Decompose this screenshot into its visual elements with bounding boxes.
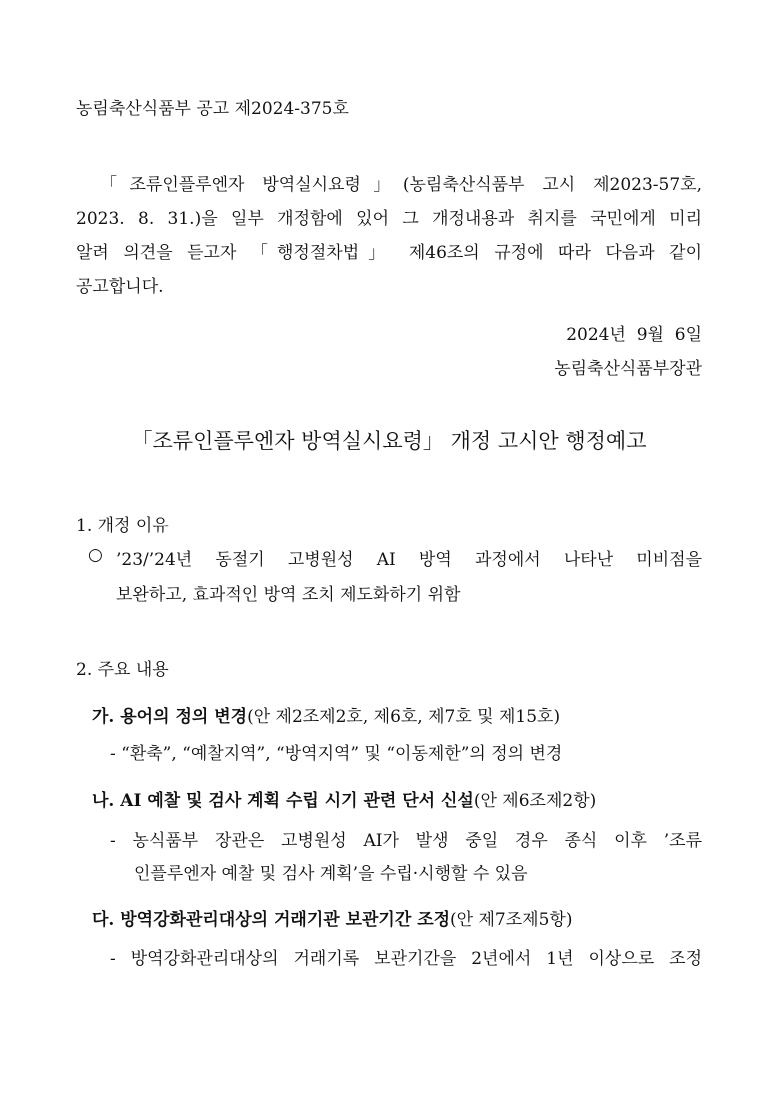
subsection-heading (92, 905, 572, 930)
bullet-line: ’23/’24년 동절기 고병원성 AI 방역 과정에서 나타난 미비점을 (116, 550, 702, 570)
notice-date: 2024년 9월 6일 (566, 325, 702, 345)
subsection-heading (92, 702, 560, 727)
notice-number: 농림축산식품부 공고 제2024-375호 (76, 99, 349, 119)
detail-line: 인플루엔자 예찰 및 검사 계획’을 수립·시행할 수 있음 (134, 864, 528, 884)
detail-line: - 방역강화관리대상의 거래기록 보관기간을 2년에서 1년 이상으로 조정 (110, 949, 702, 969)
subsection-title: 다. 방역강화관리대상의 거래기관 보관기간 조정 (92, 910, 451, 930)
subsection-title: 가. 용어의 정의 변경 (92, 707, 248, 727)
intro-line: 「조류인플루엔자 방역실시요령」(농림축산식품부 고시 제2023-57호, (100, 175, 702, 195)
subsection-ref: (안 제6조제2항) (473, 791, 597, 811)
subsection-ref: (안 제7조제5항) (450, 910, 573, 930)
section-heading: 1. 개정 이유 (76, 516, 169, 536)
detail-line: - “환축”, “예찰지역”, “방역지역” 및 “이동제한”의 정의 변경 (110, 744, 563, 764)
subsection-title: 나. AI 예찰 및 검사 계획 수립 시기 관련 단서 신설 (92, 791, 474, 811)
bullet-line: 보완하고, 효과적인 방역 조치 제도화하기 위함 (116, 585, 461, 605)
issuer: 농림축산식품부장관 (554, 359, 702, 379)
intro-line: 알려 의견을 듣고자 「행정절차법」 제46조의 규정에 따라 다음과 같이 (76, 243, 702, 263)
intro-line: 공고합니다. (76, 277, 164, 297)
document-title: 「조류인플루엔자 방역실시요령」 개정 고시안 행정예고 (131, 429, 647, 453)
subsection-heading (92, 786, 596, 811)
bullet-icon: ○ (88, 545, 103, 565)
detail-line: - 농식품부 장관은 고병원성 AI가 발생 중일 경우 종식 이후 ’조류 (110, 831, 702, 851)
section-heading: 2. 주요 내용 (76, 660, 169, 680)
subsection-ref: (안 제2조제2호, 제6호, 제7호 및 제15호) (247, 707, 561, 727)
intro-line: 2023. 8. 31.)을 일부 개정함에 있어 그 개정내용과 취지를 국민에게 미리 (76, 209, 702, 229)
